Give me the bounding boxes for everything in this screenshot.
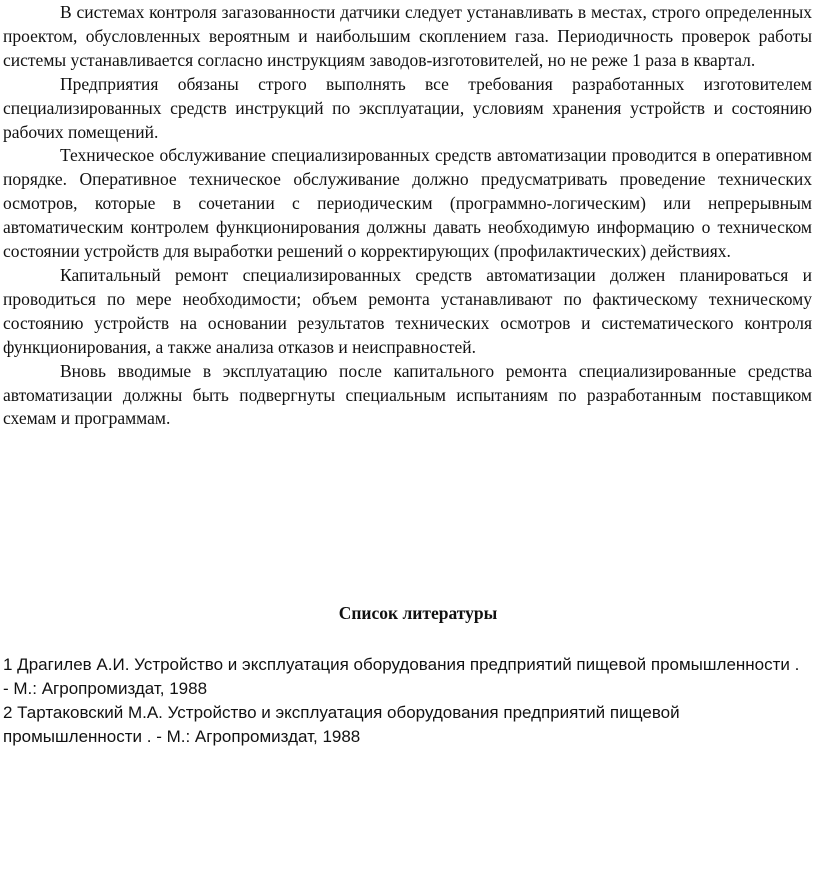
- reference-item: 2 Тартаковский М.А. Устройство и эксплуатация оборудования предприятий пищевой промышленности . - М.: Агропромиздат, 1988: [3, 703, 680, 746]
- reference-item: 1 Драгилев А.И. Устройство и эксплуатация оборудования предприятий пищевой промышленности . - М.: Агропромиздат, 1988: [3, 655, 800, 698]
- paragraph-new-commissioning: Вновь вводимые в эксплуатацию после капитального ремонта специализированные средства автоматизации должны быть подвергнуты специальным испытаниям по разработанным поставщиком схемам и программам.: [3, 360, 812, 429]
- paragraph-gas-sensors: В системах контроля загазованности датчики следует устанавливать в местах, строго определенных проектом, обусловленных вероятным и наибольшим скоплением газа. Периодичность проверок работы системы устанавливается согласно инструкциям заводов-изготовителей, но не реже 1 раза в квартал.: [3, 2, 812, 70]
- references-title: Список литературы: [338, 603, 498, 623]
- body-text: [3, 1, 812, 431]
- paragraph-maintenance: Техническое обслуживание специализированных средств автоматизации проводится в оперативном порядке. Оперативное техническое обслуживание должно предусматривать проведение технических осмотров, которые в сочетании с периодическим (программно-логическим) или непрерывным автоматическим контролем функционирования должны давать необходимую информацию о техническом состоянии устройств для выработки решений о корректирующих (профилактических) действиях.: [3, 145, 812, 262]
- paragraph-capital-repair: Капитальный ремонт специализированных средств автоматизации должен планироваться и проводиться по мере необходимости; объем ремонта устанавливают по фактическому техническому состоянию устройств на основании результатов технических осмотров и систематического контроля функционирования, а также анализа отказов и неисправностей.: [3, 264, 812, 357]
- paragraph-requirements: Предприятия обязаны строго выполнять все требования разработанных изготовителем специализированных средств инструкций по эксплуатации, условиям хранения устройств и состоянию рабочих помещений.: [3, 73, 812, 142]
- references-list: [3, 653, 803, 749]
